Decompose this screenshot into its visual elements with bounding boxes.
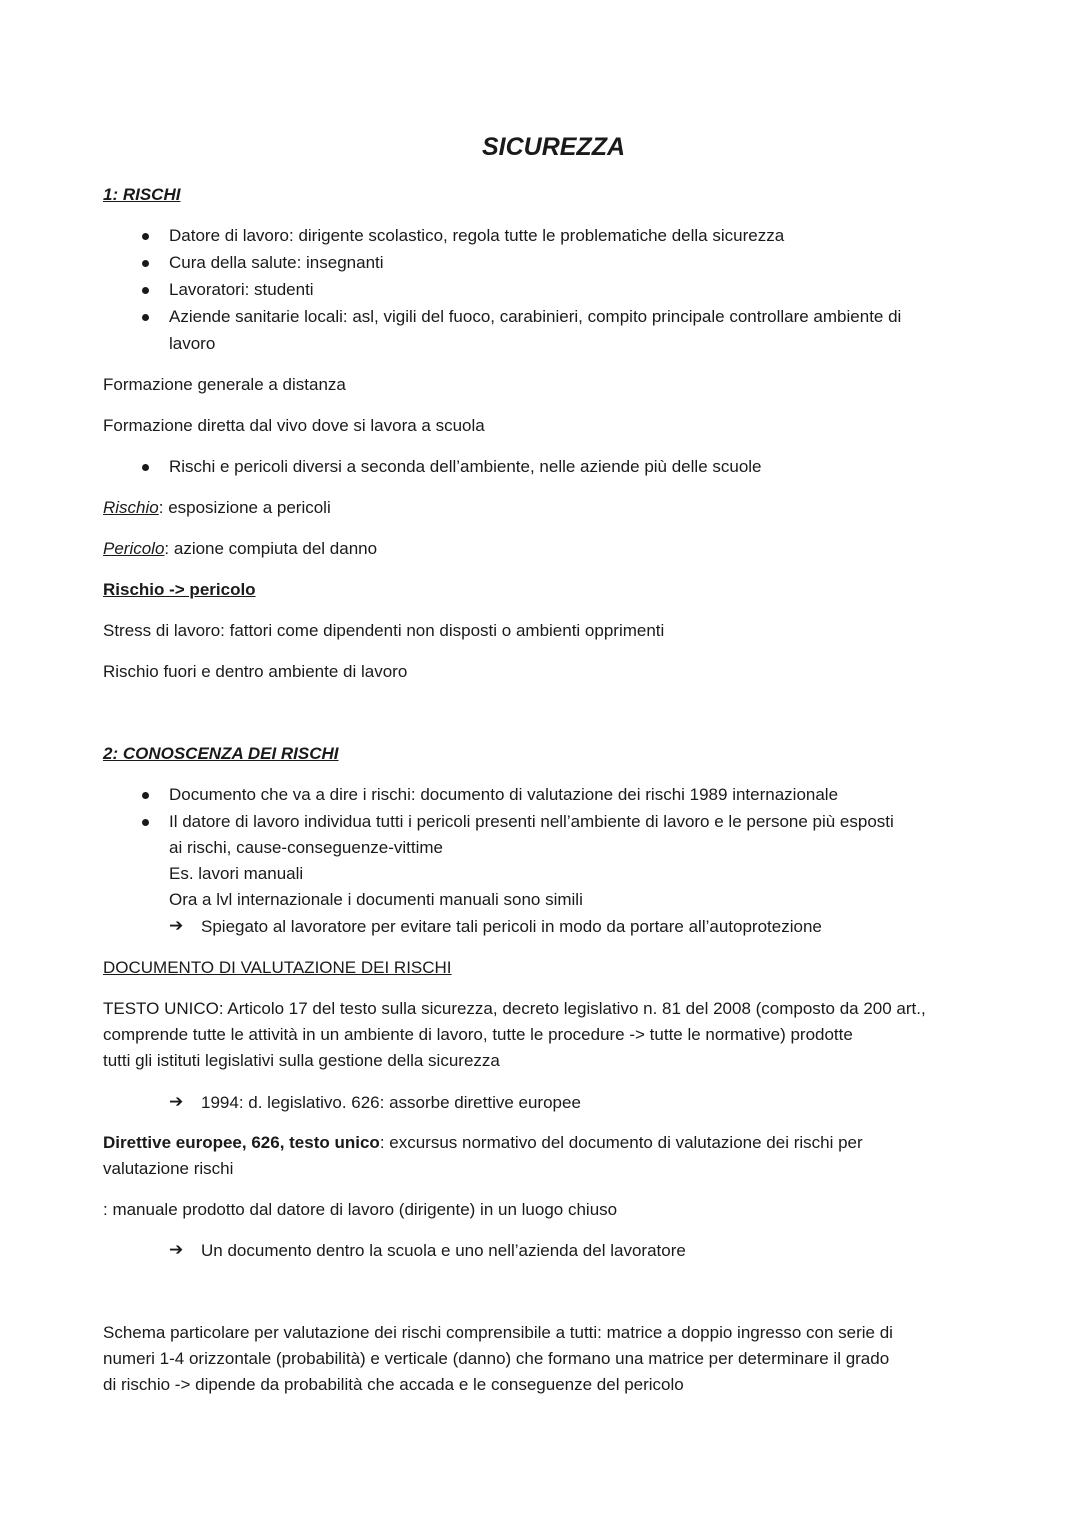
bullet-dot-icon: [142, 287, 149, 294]
bold-lead: Direttive europee, 626, testo unico: [103, 1133, 380, 1152]
paragraph-line: [103, 1130, 863, 1156]
paragraph-text: : excursus normativo del documento di valutazione dei rischi per: [379, 1133, 863, 1152]
bullet-dot-icon: [142, 260, 149, 267]
list-item-continuation: Es. lavori manuali: [169, 864, 304, 883]
paragraph-line: tutti gli istituti legislativi sulla gestione della sicurezza: [103, 1051, 500, 1070]
definition-rischio: [103, 495, 331, 521]
bullet-dot-icon: [142, 819, 149, 826]
section-heading-conoscenza: 2: CONOSCENZA DEI RISCHI: [103, 744, 339, 763]
paragraph: : manuale prodotto dal datore di lavoro (dirigente) in un luogo chiuso: [103, 1200, 618, 1219]
term-rischio: Rischio: [103, 498, 159, 517]
list-item: Datore di lavoro: dirigente scolastico, regola tutte le problematiche della sicurezza: [169, 226, 785, 245]
list-item: Aziende sanitarie locali: asl, vigili del fuoco, carabinieri, compito principale controllare ambiente di: [169, 307, 902, 326]
bullet-dot-icon: [142, 233, 149, 240]
bullet-dot-icon: [142, 464, 149, 471]
page-title: SICUREZZA: [481, 133, 626, 161]
definition-text: : esposizione a pericoli: [158, 498, 331, 517]
subheading-rischio-pericolo: Rischio -> pericolo: [103, 580, 256, 599]
arrow-item: Spiegato al lavoratore per evitare tali pericoli in modo da portare all’autoprotezione: [201, 917, 822, 936]
arrow-item: 1994: d. legislativo. 626: assorbe direttive europee: [201, 1093, 581, 1112]
list-item: Lavoratori: studenti: [169, 280, 314, 299]
subheading-documento-valutazione: DOCUMENTO DI VALUTAZIONE DEI RISCHI: [103, 958, 452, 977]
list-item: Il datore di lavoro individua tutti i pericoli presenti nell’ambiente di lavoro e le persone più esposti: [169, 812, 894, 831]
bullet-dot-icon: [142, 792, 149, 799]
definition-text: : azione compiuta del danno: [164, 539, 378, 558]
paragraph-line: numeri 1-4 orizzontale (probabilità) e verticale (danno) che formano una matrice per determinare il grado: [103, 1349, 890, 1368]
right-arrow-icon: ➔: [169, 1092, 184, 1111]
term-pericolo: Pericolo: [103, 539, 165, 558]
paragraph-line: di rischio -> dipende da probabilità che accada e le conseguenze del pericolo: [103, 1375, 684, 1394]
section-heading-rischi: 1: RISCHI: [103, 185, 181, 204]
list-item-continuation: ai rischi, cause-conseguenze-vittime: [169, 838, 444, 857]
bullet-dot-icon: [142, 314, 149, 321]
paragraph-line: Schema particolare per valutazione dei rischi comprensibile a tutti: matrice a doppio ingresso con serie di: [103, 1323, 893, 1342]
list-item: Cura della salute: insegnanti: [169, 253, 384, 272]
paragraph: Rischio fuori e dentro ambiente di lavoro: [103, 662, 408, 681]
right-arrow-icon: ➔: [169, 1240, 184, 1259]
paragraph-line: valutazione rischi: [103, 1159, 234, 1178]
list-item-continuation: Ora a lvl internazionale i documenti manuali sono simili: [169, 890, 583, 909]
arrow-item: Un documento dentro la scuola e uno nell’azienda del lavoratore: [201, 1241, 686, 1260]
right-arrow-icon: ➔: [169, 916, 184, 935]
paragraph: Formazione generale a distanza: [103, 375, 346, 394]
list-item-continuation: lavoro: [169, 334, 216, 353]
definition-pericolo: [103, 536, 377, 562]
paragraph-line: comprende tutte le attività in un ambiente di lavoro, tutte le procedure -> tutte le normative) prodotte: [103, 1025, 853, 1044]
paragraph: Stress di lavoro: fattori come dipendenti non disposti o ambienti opprimenti: [103, 621, 665, 640]
list-item: Documento che va a dire i rischi: documento di valutazione dei rischi 1989 internazionale: [169, 785, 839, 804]
paragraph: Formazione diretta dal vivo dove si lavora a scuola: [103, 416, 485, 435]
paragraph-line: TESTO UNICO: Articolo 17 del testo sulla sicurezza, decreto legislativo n. 81 del 2008 (composto da 200 art.,: [103, 999, 926, 1018]
list-item: Rischi e pericoli diversi a seconda dell’ambiente, nelle aziende più delle scuole: [169, 457, 762, 476]
